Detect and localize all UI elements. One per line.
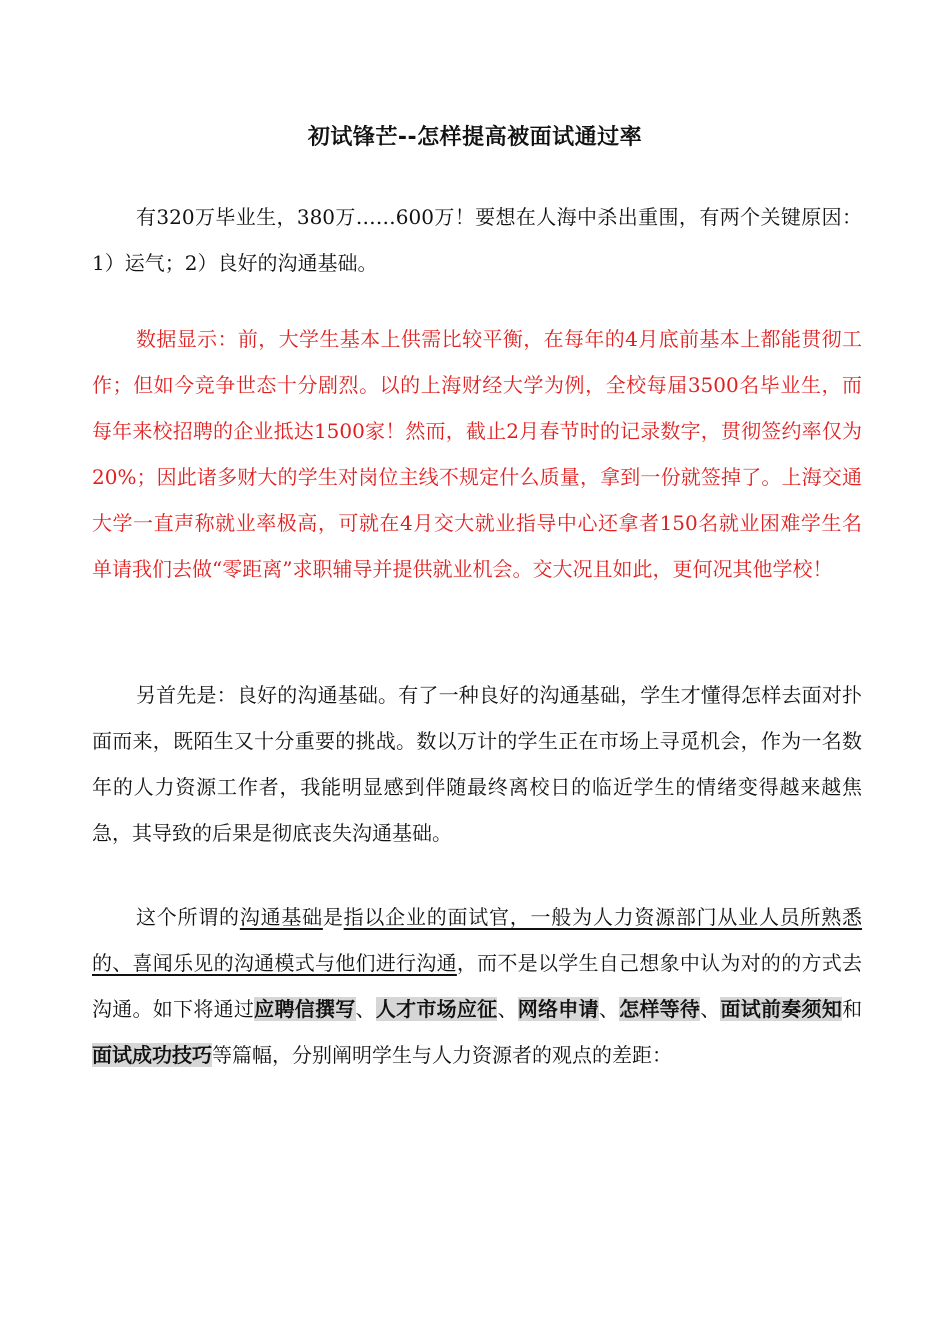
text-segment: 、 <box>598 997 620 1021</box>
keyword-online-application: 网络申请 <box>517 997 599 1021</box>
paragraph-definition <box>92 894 862 1078</box>
paragraph-statistics: 数据显示：前，大学生基本上供需比较平衡，在每年的4月底前基本上都能贯彻工作；但如今竞争世态十分剧烈。以的上海财经大学为例，全校每届3500名毕业生，而每年来校招聘的企业抵达1500家！然而，截止2月春节时的记录数字，贯彻签约率仅为20%；因此诸多财大的学生对岗位主线不规定什么质量，拿到一份就签掉了。上海交通大学一直声称就业率极高，可就在4月交大就业指导中心还拿者150名就业困难学生名单请我们去做“零距离”求职辅导并提供就业机会。交大况且如此，更何况其他学校！ <box>92 327 862 581</box>
text-segment: 等篇幅，分别阐明学生与人力资源者的观点的差距： <box>212 1043 672 1067</box>
keyword-interview-skills: 面试成功技巧 <box>92 1043 212 1067</box>
underlined-definition: 指以企业的面试官，一般为人力资源部门从业人员所熟悉的、喜闻乐见的沟通模式与他们进行沟通 <box>92 905 863 975</box>
keyword-cover-letter: 应聘信撰写 <box>254 997 356 1021</box>
text-segment: 、 <box>700 997 721 1021</box>
text-segment: 和 <box>842 997 863 1021</box>
keyword-waiting: 怎样等待 <box>619 997 701 1021</box>
underlined-term: 沟通基础 <box>239 905 323 929</box>
text-segment: 、 <box>355 997 376 1021</box>
keyword-job-fair: 人才市场应征 <box>375 997 498 1021</box>
paragraph-communication: 另首先是：良好的沟通基础。有了一种良好的沟通基础，学生才懂得怎样去面对扑面而来，既陌生又十分重要的挑战。数以万计的学生正在市场上寻觅机会，作为一名数年的人力资源工作者，我能明显感到伴随最终离校日的临近学生的情绪变得越来越焦急，其导致的后果是彻底丧失沟通基础。 <box>92 683 862 845</box>
text-segment: 这个所谓的 <box>136 905 240 929</box>
text-segment: ，而不是以学生自己想象中认为对的的方式去沟通。如下将通过 <box>92 951 863 1021</box>
keyword-interview-prelude: 面试前奏须知 <box>720 997 843 1021</box>
text-segment: 、 <box>497 997 518 1021</box>
page-title: 初试锋芒--怎样提高被面试通过率 <box>307 125 643 150</box>
paragraph-intro: 有320万毕业生，380万……600万！要想在人海中杀出重围，有两个关键原因：1）运气；2）良好的沟通基础。 <box>92 205 862 275</box>
text-segment: 是 <box>322 905 344 929</box>
